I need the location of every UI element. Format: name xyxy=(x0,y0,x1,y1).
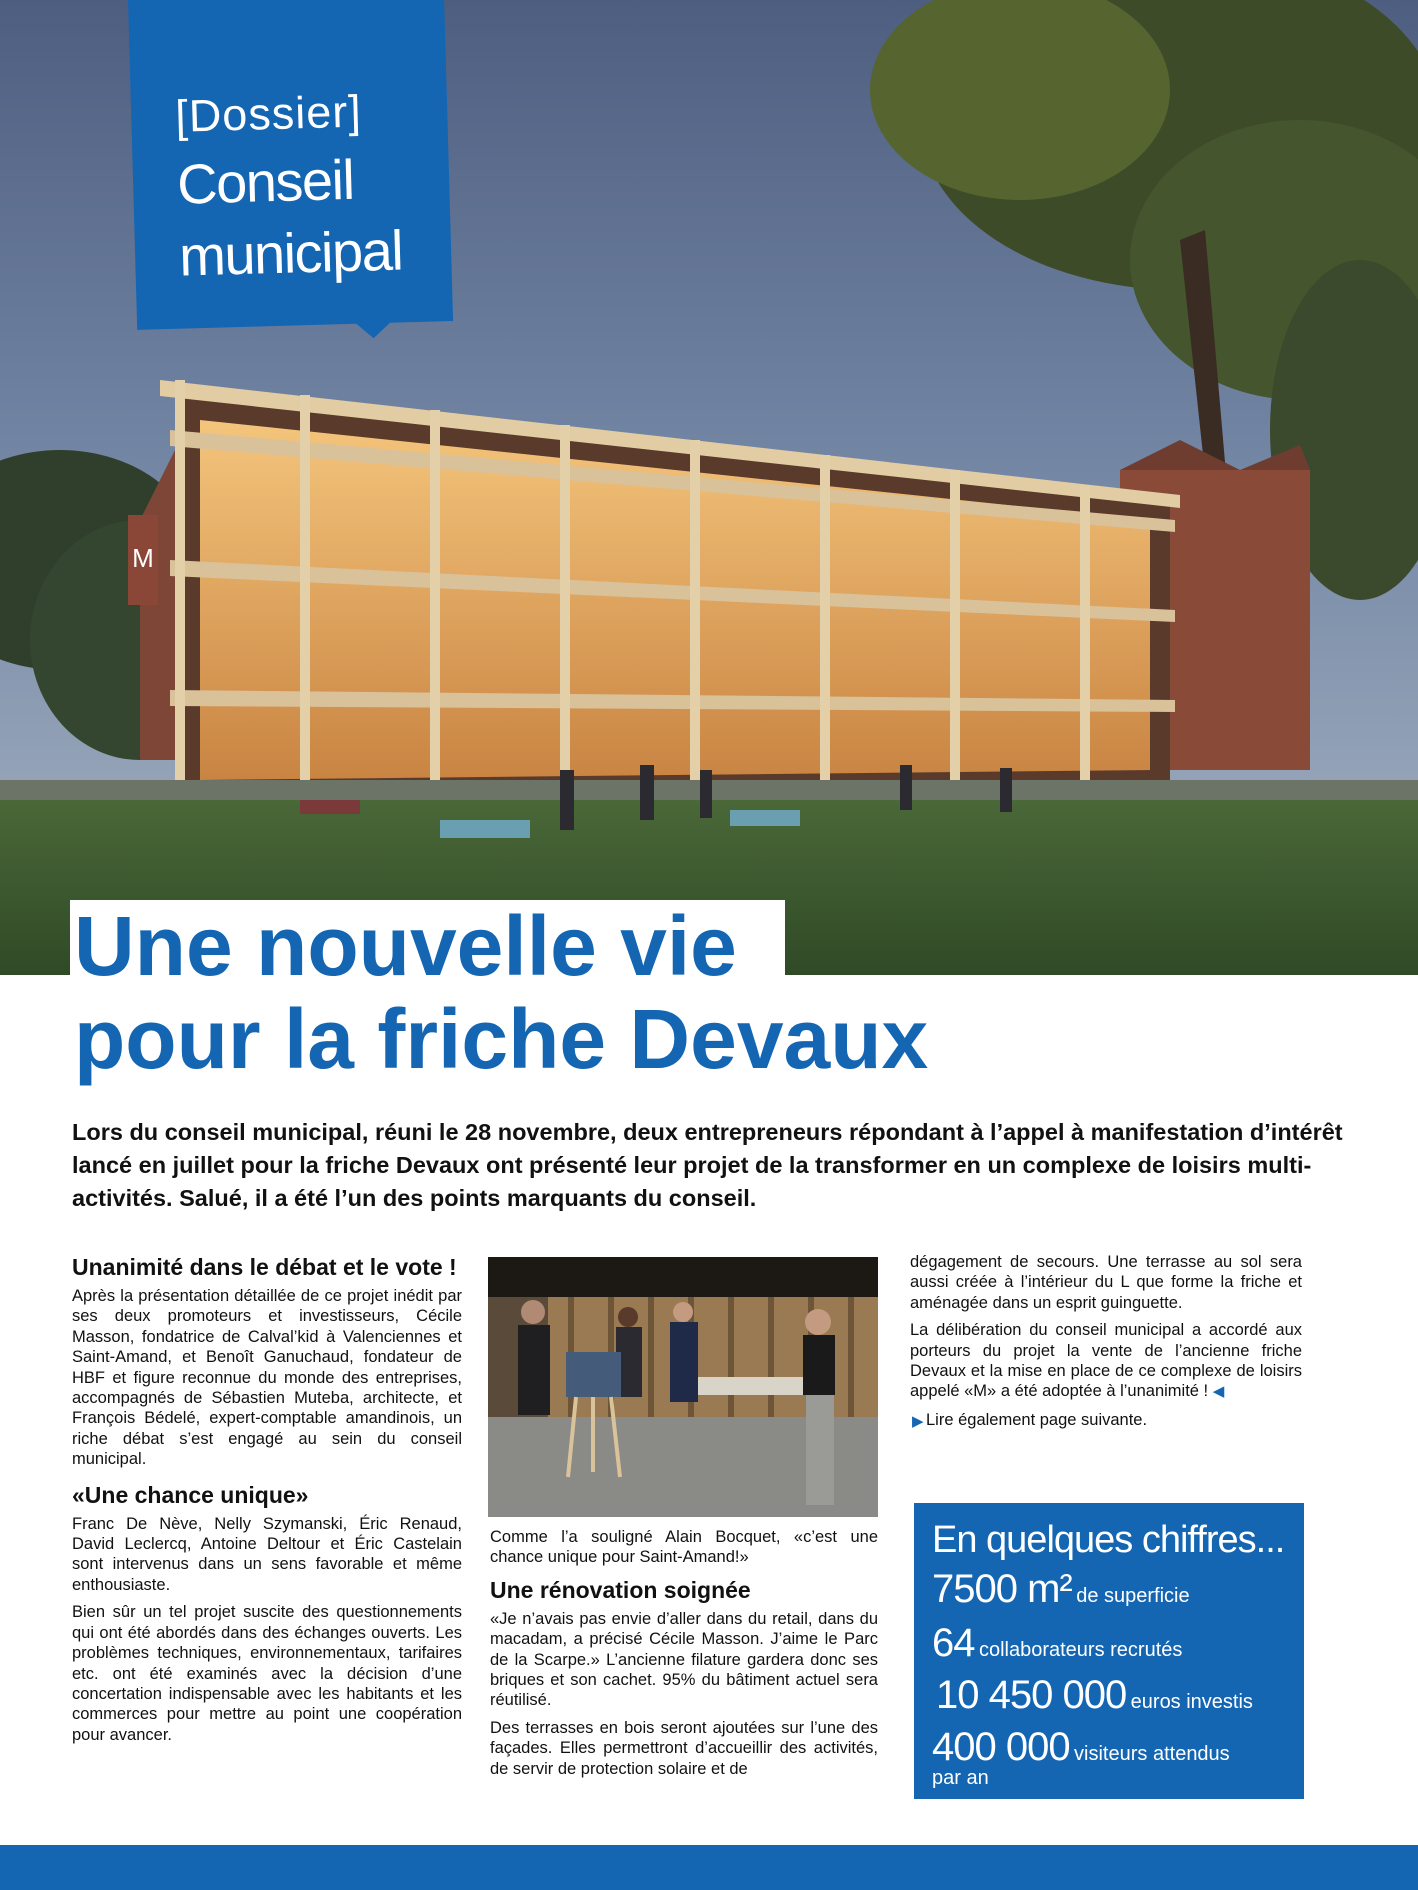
body-paragraph: Après la présentation détaillée de ce projet inédit par ses deux promoteurs et investisseurs, Cécile Masson, fondatrice de Calval’kid à Valenciennes et Saint-Amand, et Benoît Ganuchaud, fondateur de HBF et figure reconnue du monde des entreprises, accompagnés de Sébastien Muteba, architecte, et François Bédelé, expert-comptable amandinois, un riche débat s’est engagé au sein du conseil municipal. xyxy=(72,1287,462,1469)
figure-label: de superficie xyxy=(1076,1585,1190,1607)
key-figures-box xyxy=(914,1503,1304,1799)
figure-row xyxy=(932,1725,1230,1770)
figure-row xyxy=(936,1673,1253,1718)
headline-line-2: pour la friche Devaux xyxy=(74,992,929,1086)
end-mark-icon: ◀ xyxy=(1212,1383,1225,1401)
figure-row xyxy=(932,1567,1190,1612)
section-heading: «Une chance unique» xyxy=(72,1481,309,1508)
body-paragraph: Franc De Nève, Nelly Szymanski, Éric Renaud, David Leclercq, Antoine Deltour et Éric Castelain sont intervenus dans un sens favorable et même enthousiaste. xyxy=(72,1514,462,1594)
body-paragraph: dégagement de secours. Une terrasse au sol sera aussi créée à l’intérieur du L que forme la friche et aménagée dans un esprit guinguette. xyxy=(910,1253,1302,1312)
figure-value: 400 000 xyxy=(932,1725,1070,1769)
column-1 xyxy=(72,1252,462,1752)
body-paragraph: Des terrasses en bois seront ajoutées sur l’une des façades. Elles permettront d’accueillir des activités, de servir de protection solaire et de xyxy=(490,1718,878,1778)
council-photo xyxy=(488,1257,878,1517)
building-logo: M xyxy=(132,543,154,573)
triangle-right-icon: ▶ xyxy=(912,1412,924,1430)
figure-label: euros investis xyxy=(1130,1691,1253,1713)
lead-paragraph: Lors du conseil municipal, réuni le 28 novembre, deux entrepreneurs répondant à l’appel à manifestation d’intérêt lancé en juillet pour la friche Devaux ont présenté leur projet de la transformer en un complexe de loisirs multi-activités. Salué, il a été l’un des points marquants du conseil. xyxy=(72,1119,1343,1211)
dossier-title: Conseil municipal xyxy=(176,147,404,288)
dossier-tag xyxy=(128,0,453,330)
figure-value: 7500 m² xyxy=(932,1567,1072,1611)
see-also-text: Lire également page suivante. xyxy=(926,1410,1148,1429)
body-text: La délibération du conseil municipal a accordé aux porteurs du projet la vente de l’ancienne friche Devaux et la mise en place de ce complexe de loisirs appelé «M» a été adoptée à l’unanimité ! xyxy=(910,1321,1302,1401)
section-heading: Une rénovation soignée xyxy=(490,1576,751,1603)
figure-value: 64 xyxy=(932,1621,975,1665)
footer-band xyxy=(0,1845,1418,1890)
figure-value: 10 450 000 xyxy=(936,1673,1127,1717)
body-paragraph: Bien sûr un tel projet suscite des questionnements qui ont été abordés dans des échanges ouverts. Les problèmes techniques, environnementaux, tarifaires etc. ont été examinés avec la décision d’une concertation indispensable avec les habitants et les commerces pour mettre au point une coopération pour avancer. xyxy=(72,1603,462,1744)
section-heading: Unanimité dans le débat et le vote ! xyxy=(72,1254,457,1280)
figure-row xyxy=(932,1621,1182,1666)
body-paragraph: «Je n’avais pas envie d’aller dans du retail, dans du macadam, a précisé Cécile Masson. J’aime le Parc de la Scarpe.» L’ancienne filature gardera donc ses briques et son cachet. 95% du bâtiment actuel sera réutilisé. xyxy=(490,1609,878,1710)
column-3 xyxy=(910,1252,1302,1430)
key-figures-title: En quelques chiffres... xyxy=(932,1519,1285,1561)
figure-label: visiteurs attendus xyxy=(1074,1743,1230,1765)
body-paragraph: Comme l’a souligné Alain Bocquet, «c’est une chance unique pour Saint-Amand!» xyxy=(490,1528,878,1567)
column-2 xyxy=(490,1527,878,1786)
figure-suffix: par an xyxy=(932,1767,989,1789)
headline-line-1: Une nouvelle vie xyxy=(74,899,737,993)
figure-label: collaborateurs recrutés xyxy=(978,1639,1183,1661)
dossier-kicker: [Dossier] xyxy=(174,85,363,142)
see-also-link[interactable] xyxy=(910,1410,1302,1430)
body-paragraph xyxy=(910,1320,1302,1403)
